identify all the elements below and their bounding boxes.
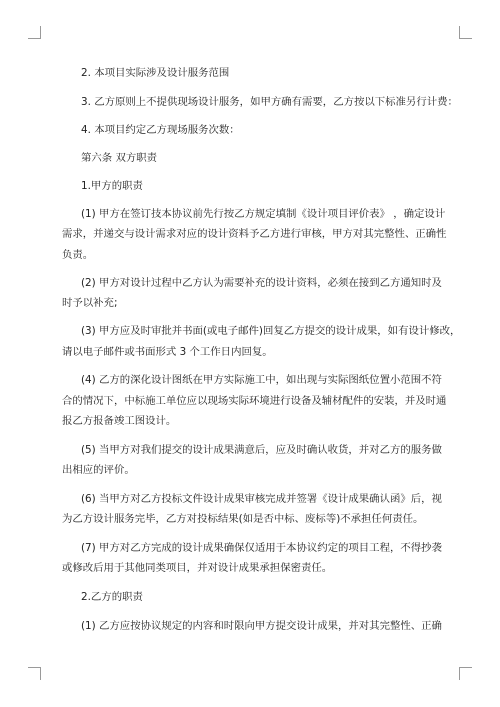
text-line: 或修改后用于其他同类项目，并对设计成果承担保密责任。 [62, 562, 333, 574]
text-line: (5) 当甲方对我们提交的设计成果满意后，应及时确认收货，并对乙方的服务做 [81, 444, 442, 456]
text-line: 负责。 [62, 249, 94, 261]
text-line: 请以电子邮件或书面形式 3 个工作日内回复。 [62, 346, 273, 358]
text-line: (6) 当甲方对乙方投标文件设计成果审核完成并签署《设计成果确认函》后，视 [81, 493, 442, 505]
text-line: 3. 乙方原则上不提供现场设计服务，如甲方确有需要，乙方按以下标准另行计费： [81, 96, 458, 108]
crop-mark-bottom-right [459, 667, 472, 680]
text-line: (2) 甲方对设计过程中乙方认为需要补充的设计资料，必须在接到乙方通知时及 [81, 277, 442, 289]
crop-mark-top-right [459, 26, 472, 39]
text-line: 时予以补充; [62, 297, 118, 309]
text-line: 2. 本项目实际涉及设计服务范围 [81, 67, 230, 79]
text-line: (4) 乙方的深化设计图纸在甲方实际施工中，如出现与实际图纸位置小范围不符 [81, 374, 442, 386]
crop-mark-top-left [28, 26, 41, 39]
subsection-heading: 1.甲方的职责 [81, 180, 143, 192]
text-line: (1) 乙方应按协议规定的内容和时限向甲方提交设计成果，并对其完整性、正确 [81, 620, 442, 632]
text-line: (1) 甲方在签订技本协议前先行按乙方规定填制《设计项目评价表》 ，确定设计 [81, 208, 446, 220]
section-heading: 第六条 双方职责 [81, 152, 158, 164]
text-line: 报乙方报备竣工图设计。 [62, 415, 177, 427]
text-line: 合的情况下，中标施工单位应以现场实际环境进行设备及辅材配件的安装，并及时通 [62, 395, 447, 407]
text-line: 需求，并递交与设计需求对应的设计资料予乙方进行审核，甲方对其完整性、正确性 [62, 228, 447, 240]
text-line: (7) 甲方对乙方完成的设计成果确保仅适用于本协议约定的项目工程，不得抄袭 [81, 542, 442, 554]
crop-mark-bottom-left [28, 667, 41, 680]
text-line: 4. 本项目约定乙方现场服务次数： [81, 124, 240, 136]
text-line: 出相应的评价。 [62, 464, 135, 476]
subsection-heading: 2.乙方的职责 [81, 591, 143, 603]
text-line: 为乙方设计服务完毕，乙方对投标结果(如是否中标、废标等)不承担任何责任。 [62, 513, 424, 525]
text-line: (3) 甲方应及时审批并书面(或电子邮件)回复乙方提交的设计成果，如有设计修改， [81, 325, 461, 337]
